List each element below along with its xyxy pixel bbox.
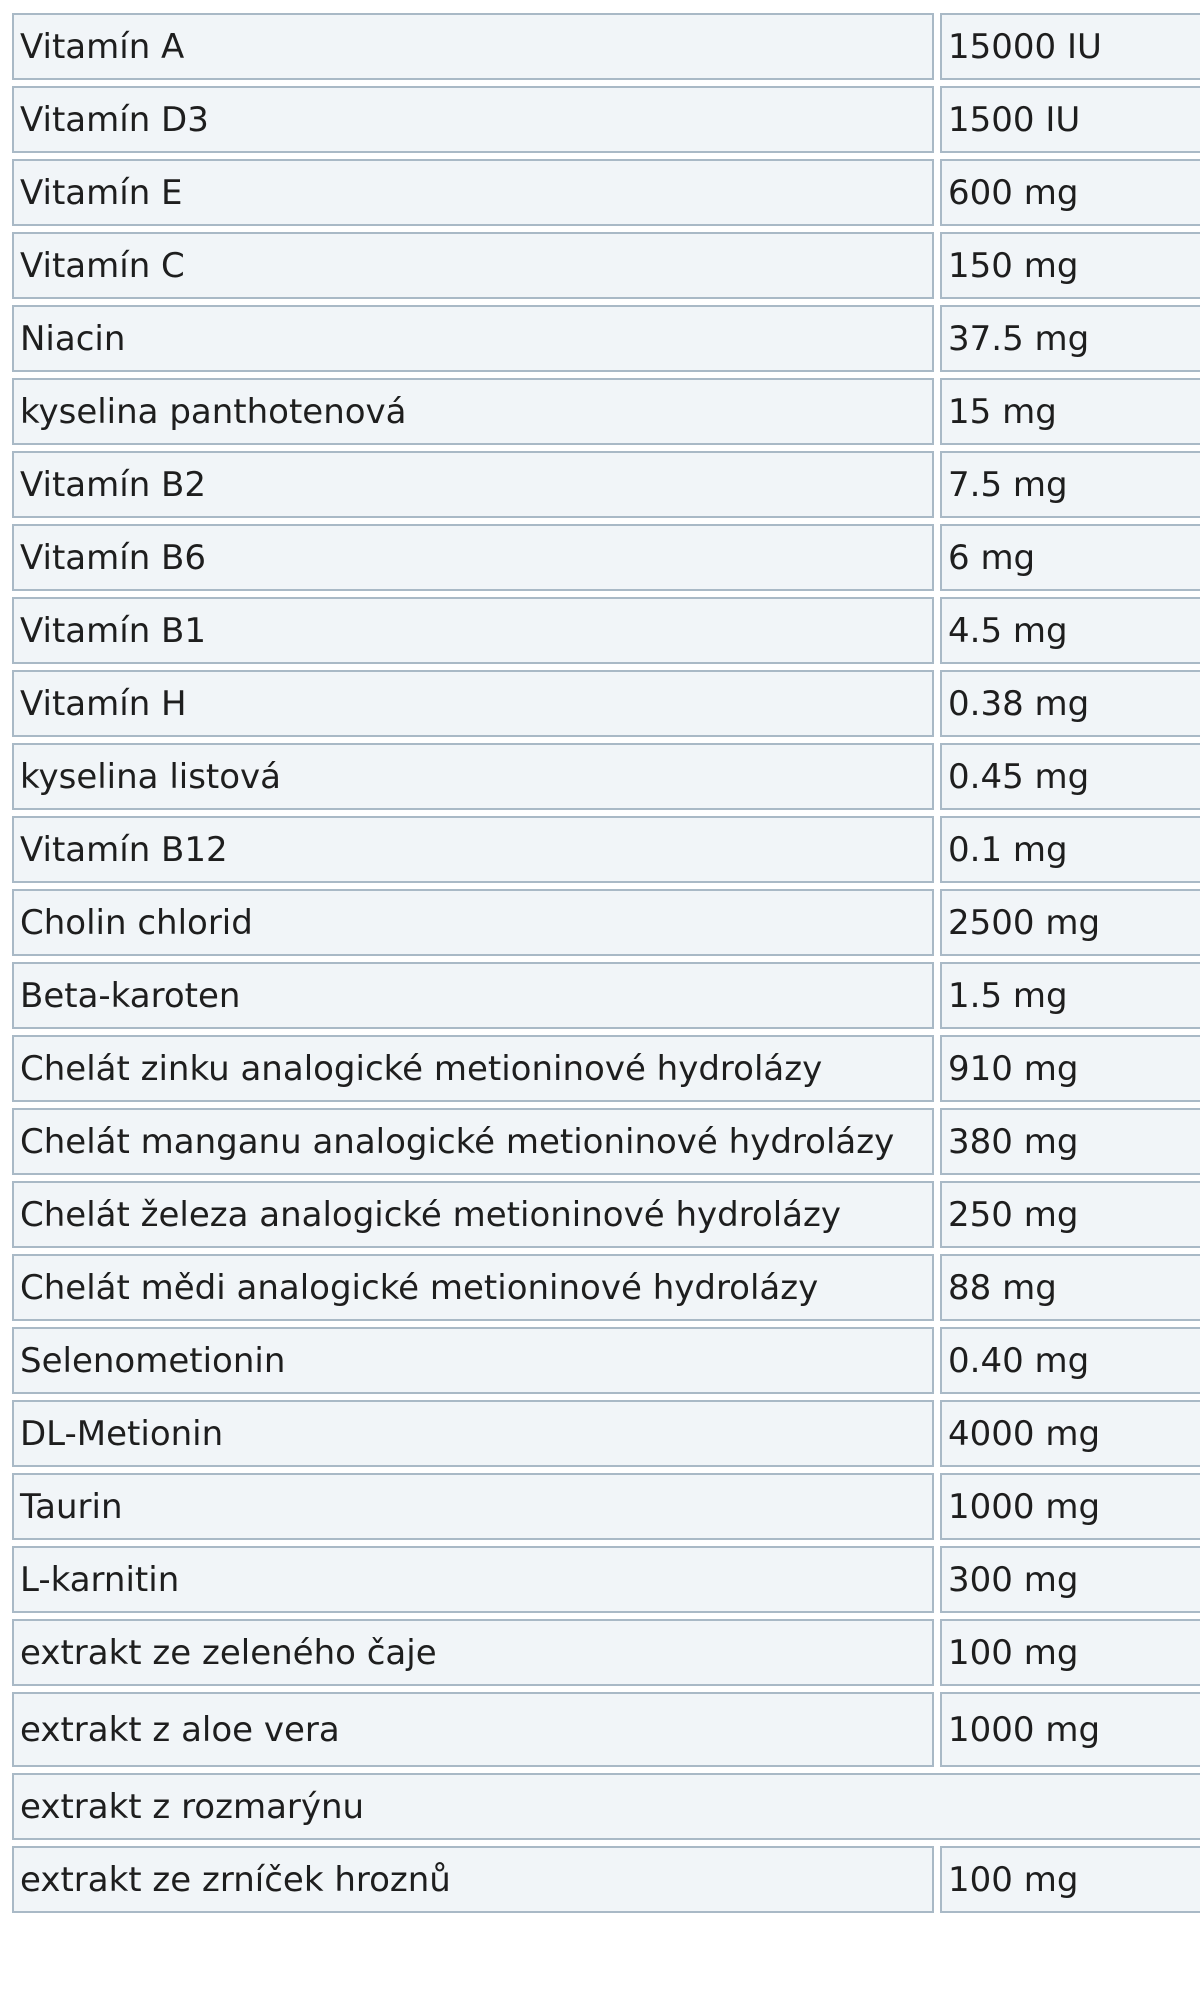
nutrient-amount-cell: 100 mg [940, 1846, 1200, 1913]
table-row [12, 1473, 1200, 1540]
table-row [12, 232, 1200, 299]
nutrient-name-cell: DL-Metionin [12, 1400, 934, 1467]
table-row [12, 1327, 1200, 1394]
table-row [12, 597, 1200, 664]
nutrient-name-cell: extrakt z rozmarýnu [12, 1773, 1200, 1840]
nutrient-amount-cell: 150 mg [940, 232, 1200, 299]
nutrient-amount-cell: 0.1 mg [940, 816, 1200, 883]
nutrient-table-body [12, 13, 1200, 1913]
table-row [12, 1108, 1200, 1175]
nutrient-amount-cell: 7.5 mg [940, 451, 1200, 518]
nutrient-amount-cell: 88 mg [940, 1254, 1200, 1321]
nutrient-amount-cell: 1000 mg [940, 1473, 1200, 1540]
nutrient-name-cell: Chelát mědi analogické metioninové hydrolázy [12, 1254, 934, 1321]
nutrient-name-cell: Vitamín B6 [12, 524, 934, 591]
nutrient-name-cell: Vitamín H [12, 670, 934, 737]
table-row [12, 889, 1200, 956]
nutrient-amount-cell: 0.40 mg [940, 1327, 1200, 1394]
nutrient-amount-cell: 6 mg [940, 524, 1200, 591]
nutrient-name-cell: Vitamín B2 [12, 451, 934, 518]
nutrient-name-cell: Selenometionin [12, 1327, 934, 1394]
nutrient-amount-cell: 1500 IU [940, 86, 1200, 153]
nutrient-name-cell: Vitamín B1 [12, 597, 934, 664]
nutrient-name-cell: Vitamín E [12, 159, 934, 226]
table-row [12, 451, 1200, 518]
nutrient-name-cell: Vitamín D3 [12, 86, 934, 153]
nutrient-name-cell: extrakt ze zrníček hroznů [12, 1846, 934, 1913]
nutrient-table [6, 7, 1200, 1919]
table-row [12, 1846, 1200, 1913]
nutrient-amount-cell: 300 mg [940, 1546, 1200, 1613]
nutrient-name-cell: kyselina panthotenová [12, 378, 934, 445]
table-row [12, 1773, 1200, 1840]
nutrient-amount-cell: 2500 mg [940, 889, 1200, 956]
nutrient-amount-cell: 600 mg [940, 159, 1200, 226]
table-row [12, 816, 1200, 883]
nutrient-amount-cell: 0.38 mg [940, 670, 1200, 737]
table-row [12, 1692, 1200, 1767]
nutrient-name-cell: extrakt z aloe vera [12, 1692, 934, 1767]
table-row [12, 743, 1200, 810]
nutrient-amount-cell: 4.5 mg [940, 597, 1200, 664]
table-row [12, 1254, 1200, 1321]
nutrient-name-cell: Vitamín B12 [12, 816, 934, 883]
nutrient-name-cell: Chelát manganu analogické metioninové hydrolázy [12, 1108, 934, 1175]
nutrient-amount-cell: 100 mg [940, 1619, 1200, 1686]
nutrient-amount-cell: 910 mg [940, 1035, 1200, 1102]
nutrient-name-cell: Niacin [12, 305, 934, 372]
nutrient-amount-cell: 0.45 mg [940, 743, 1200, 810]
nutrient-amount-cell: 250 mg [940, 1181, 1200, 1248]
table-row [12, 1400, 1200, 1467]
table-row [12, 1546, 1200, 1613]
nutrient-name-cell: L-karnitin [12, 1546, 934, 1613]
nutrient-amount-cell: 4000 mg [940, 1400, 1200, 1467]
table-row [12, 13, 1200, 80]
nutrient-amount-cell: 37.5 mg [940, 305, 1200, 372]
table-row [12, 1035, 1200, 1102]
table-row [12, 1181, 1200, 1248]
nutrient-name-cell: Vitamín C [12, 232, 934, 299]
table-row [12, 86, 1200, 153]
table-row [12, 378, 1200, 445]
nutrient-name-cell: Cholin chlorid [12, 889, 934, 956]
table-row [12, 159, 1200, 226]
nutrient-amount-cell: 15000 IU [940, 13, 1200, 80]
nutrient-name-cell: Chelát zinku analogické metioninové hydrolázy [12, 1035, 934, 1102]
table-row [12, 524, 1200, 591]
table-row [12, 962, 1200, 1029]
nutrient-name-cell: kyselina listová [12, 743, 934, 810]
nutrient-amount-cell: 1.5 mg [940, 962, 1200, 1029]
table-row [12, 305, 1200, 372]
table-row [12, 670, 1200, 737]
nutrient-name-cell: Chelát železa analogické metioninové hydrolázy [12, 1181, 934, 1248]
nutrient-name-cell: Vitamín A [12, 13, 934, 80]
nutrient-amount-cell: 1000 mg [940, 1692, 1200, 1767]
table-row [12, 1619, 1200, 1686]
nutrient-name-cell: extrakt ze zeleného čaje [12, 1619, 934, 1686]
nutrient-amount-cell: 15 mg [940, 378, 1200, 445]
nutrient-name-cell: Taurin [12, 1473, 934, 1540]
nutrient-name-cell: Beta-karoten [12, 962, 934, 1029]
nutrient-amount-cell: 380 mg [940, 1108, 1200, 1175]
